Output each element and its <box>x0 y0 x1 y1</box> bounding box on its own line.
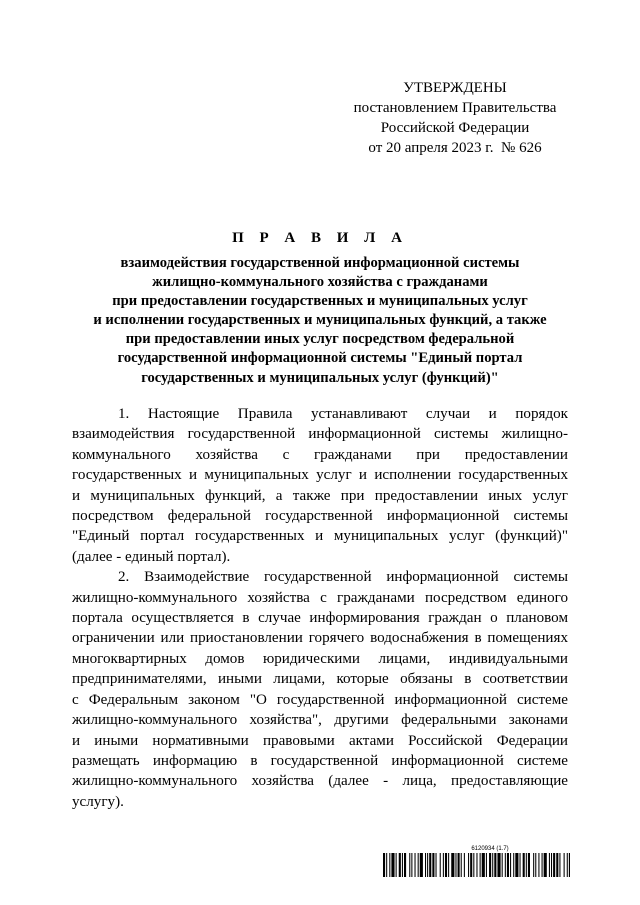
paragraph-line: коммунального хозяйства с гражданами при предоставлении <box>72 446 568 463</box>
paragraph-line: 1. Настоящие Правила устанавливают случаи и порядок <box>118 406 568 422</box>
subtitle-line: и исполнении государственных и муниципальных функций, а также <box>93 312 547 329</box>
paragraph-line: ограничении или приостановлении горячего водоснабжения в помещениях <box>72 630 568 647</box>
paragraph-line: (далее - единый портал). <box>72 548 231 565</box>
subtitle-line: при предоставлении государственных и муниципальных услуг <box>112 293 528 310</box>
document-body <box>72 404 568 812</box>
approval-line: от 20 апреля 2023 г. № 626 <box>368 140 542 156</box>
paragraph-line: предпринимателями, иными лицами, которые обязаны в соответствии <box>72 671 568 688</box>
subtitle-line: государственной информационной системы "Единый портал <box>117 350 523 367</box>
paragraph-line: взаимодействия государственной информационной системы жилищно- <box>72 426 568 443</box>
paragraph-line: "Единый портал государственных и муниципальных услуг (функций)" <box>72 528 568 545</box>
subtitle-line: взаимодействия государственной информационной системы <box>120 255 520 271</box>
document-code: 6120934 (1.7) <box>471 846 509 852</box>
paragraph-line: услугу). <box>72 793 124 810</box>
paragraph-line: посредством федеральной государственной информационной системы <box>72 508 568 525</box>
document-subtitle <box>70 254 570 388</box>
subtitle-line: при предоставлении иных услуг посредством федеральной <box>125 331 515 348</box>
paragraph-line: 2. Взаимодействие государственной информационной системы <box>118 569 568 586</box>
subtitle-line: государственных и муниципальных услуг (функций)" <box>141 369 499 386</box>
paragraph-line: жилищно-коммунального хозяйства (далее - лица, предоставляющие <box>72 773 568 790</box>
paragraph-line: портала осуществляется в случае информирования граждан о плановом <box>72 610 568 627</box>
paragraph-line: с Федеральным законом "О государственной информационной системе <box>72 691 568 708</box>
paragraph-line: жилищно-коммунального хозяйства", другими федеральными законами <box>72 712 568 729</box>
paragraph-1 <box>72 404 568 567</box>
barcode <box>383 853 570 877</box>
document-heading <box>70 228 570 388</box>
paragraph-line: и муниципальных функций, а также при предоставлении иных услуг <box>72 487 568 504</box>
approval-line: УТВЕРЖДЕНЫ <box>403 80 507 96</box>
approval-line: постановлением Правительства <box>353 100 557 116</box>
approval-line: Российской Федерации <box>380 120 530 136</box>
paragraph-line: и иными нормативными правовыми актами Российской Федерации <box>72 732 568 749</box>
paragraph-line: государственных и муниципальных услуг и исполнении государственных <box>72 467 568 484</box>
paragraph-2 <box>72 567 568 812</box>
approval-block <box>330 78 580 158</box>
subtitle-line: жилищно-коммунального хозяйства с гражданами <box>152 274 488 291</box>
paragraph-line: многоквартирных домов юридическими лицами, индивидуальными <box>72 650 568 667</box>
paragraph-line: жилищно-коммунального хозяйства с гражданами посредством единого <box>72 589 568 606</box>
paragraph-line: размещать информацию в государственной информационной системе <box>72 752 568 769</box>
document-title: П Р А В И Л А <box>232 230 408 246</box>
